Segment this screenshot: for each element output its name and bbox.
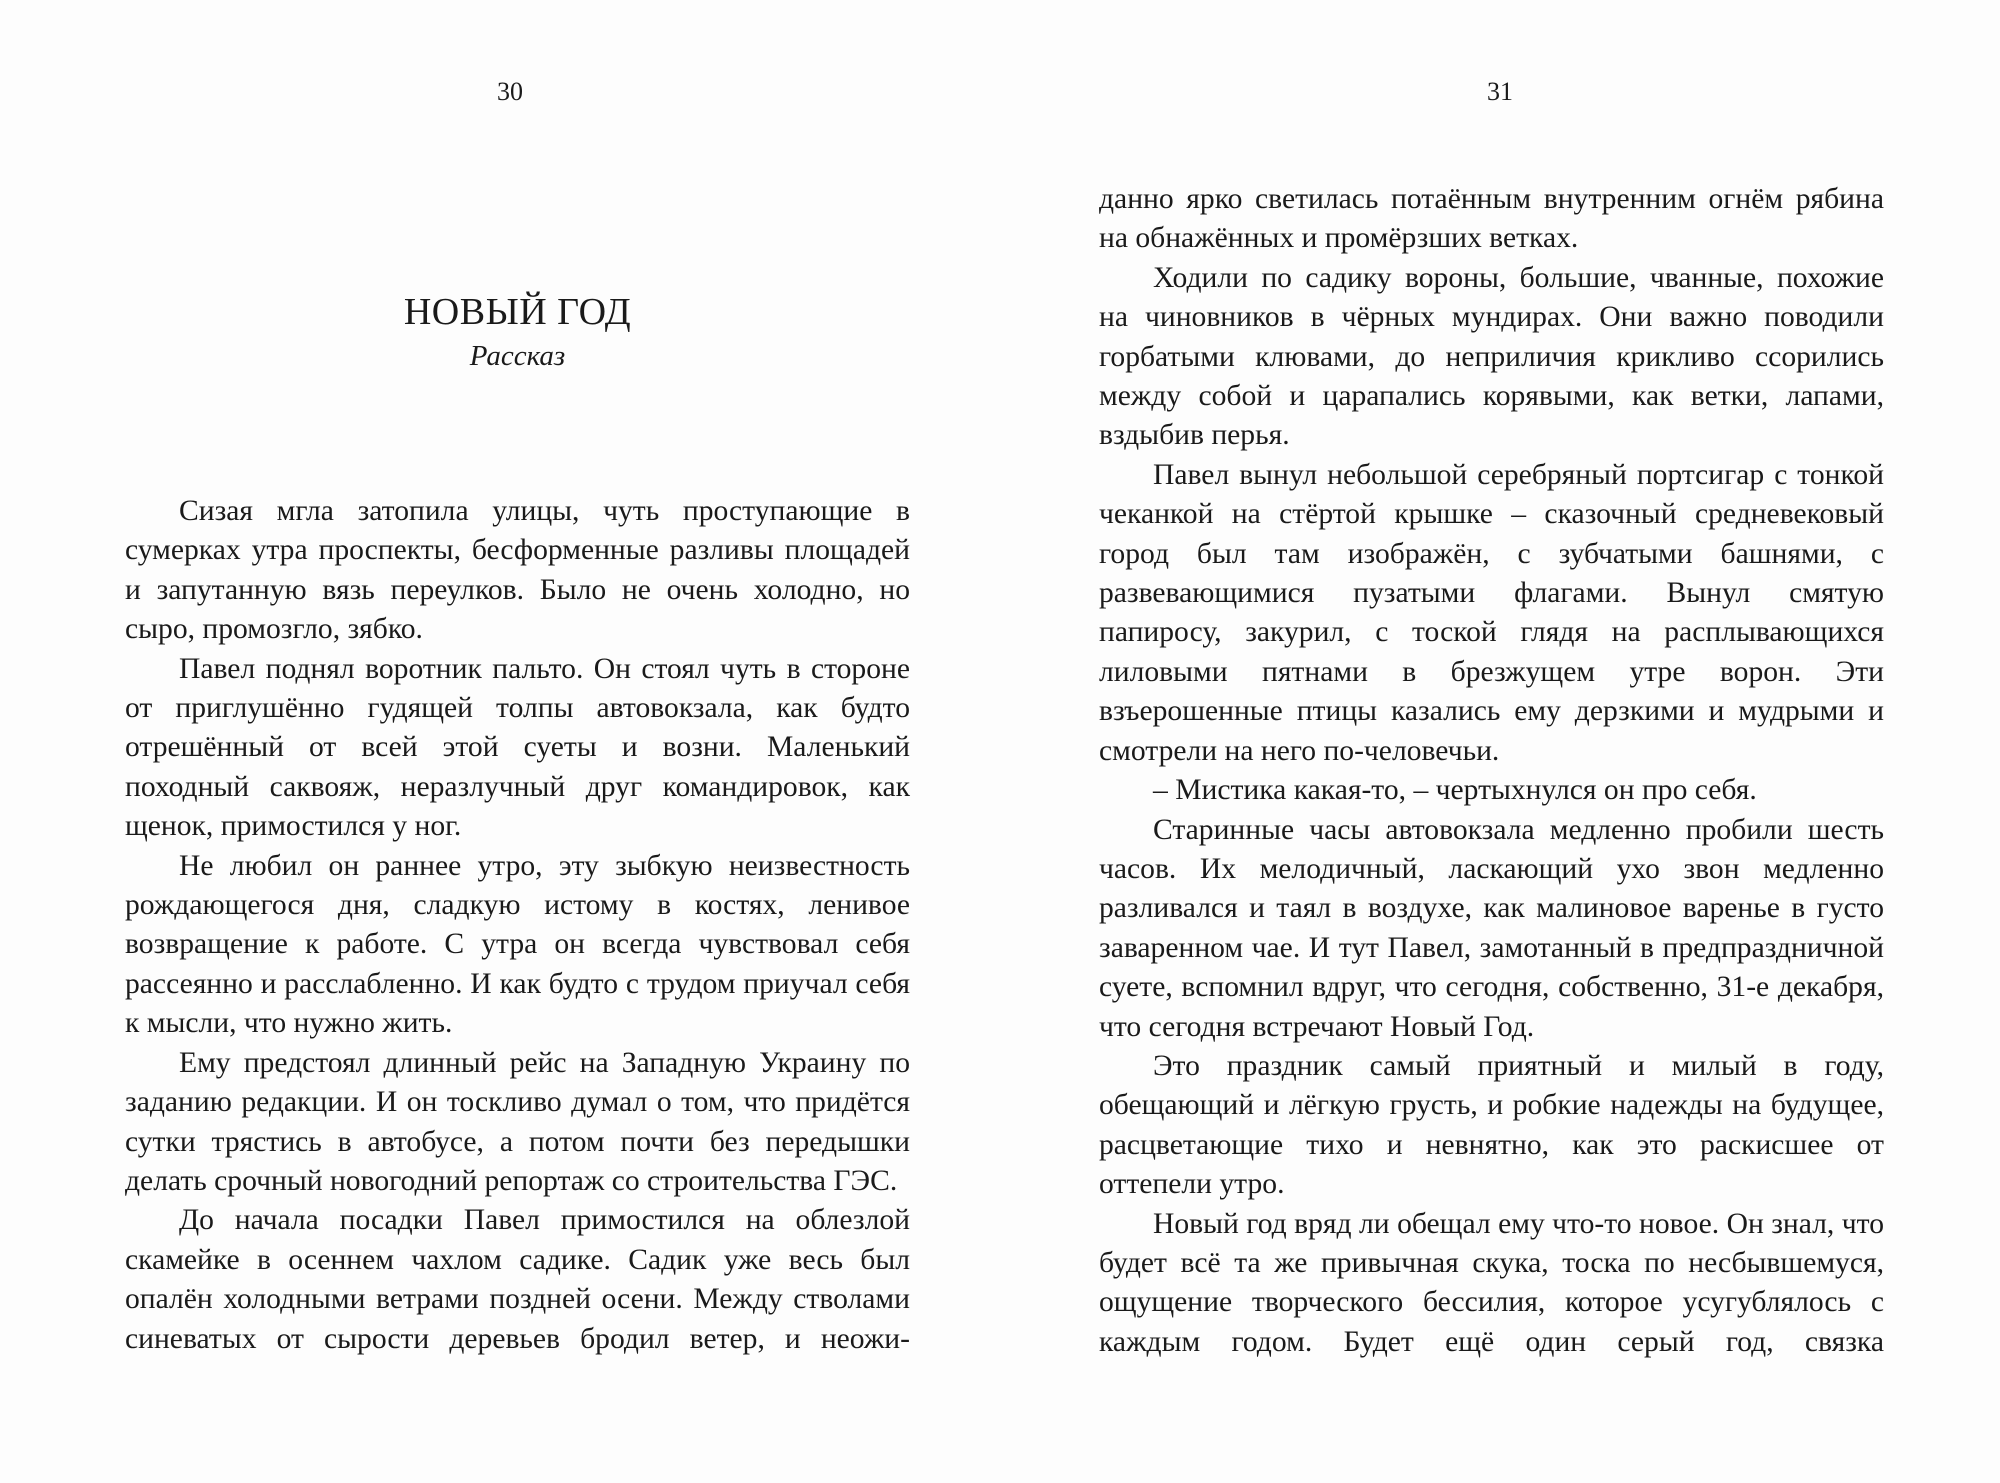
story-heading <box>125 288 910 376</box>
right-page <box>1000 0 2000 1483</box>
story-title: НОВЫЙ ГОД <box>403 291 632 333</box>
paragraph: Ходили по садику вороны, большие, чванные, похожие на чиновников в чёрных мундирах. Они важно поводили горбатыми клювами, до неприличия крикливо ссорились между собой и царапались корявыми, как ветки, лапами, вздыбив перья. <box>1099 261 1884 452</box>
paragraph: Павел вынул небольшой серебряный портсигар с тонкой чеканкой на стёртой крышке – сказочный средневековый город был там изображён, с зубчатыми башнями, с развевающимися пузатыми флагами. Вынул смятую папиросу, закурил, с тоской глядя на расплывающихся лиловыми пятнами в брезжущем утре ворон. Эти взъерошенные птицы казались ему дерзкими и мудрыми и смотрели на него по-человечьи. <box>1099 458 1884 767</box>
page-number-left: 30 <box>497 77 523 106</box>
paragraph: данно ярко светилась потаённым внутренним огнём рябина на обнажённых и промёрзших ветках. <box>1099 183 1884 255</box>
left-page-text <box>125 492 910 1359</box>
paragraph: Не любил он раннее утро, эту зыбкую неизвестность рождающегося дня, сладкую истому в костях, ленивое возвращение к работе. С утра он всегда чувствовал себя рассеянно и расслабленно. И как будто с трудом приучал себя к мысли, что нужно жить. <box>125 849 910 1040</box>
story-subtitle: Рассказ <box>469 340 566 372</box>
paragraph: Старинные часы автовокзала медленно пробили шесть часов. Их мелодичный, ласкающий ухо звон медленно разливался и таял в воздухе, как малиновое варенье в густо заваренном чае. И тут Павел, замотанный в предпраздничной суете, вспомнил вдруг, что сегодня, собственно, 31-е декабря, что сегодня встречают Новый Год. <box>1099 813 1884 1043</box>
paragraph: До начала посадки Павел примостился на облезлой скамейке в осеннем чахлом садике. Садик уже весь был опалён холодными ветрами поздней осени. Между стволами синеватых от сырости деревьев бродил ветер, и неожи- <box>125 1204 910 1355</box>
paragraph: Павел поднял воротник пальто. Он стоял чуть в стороне от приглушённо гудящей толпы автовокзала, как будто отрешённый от всей этой суеты и возни. Маленький походный саквояж, неразлучный друг командировок, как щенок, примостился у ног. <box>125 652 910 843</box>
paragraph: – Мистика какая-то, – чертыхнулся он про себя. <box>1153 774 1757 807</box>
paragraph: Сизая мгла затопила улицы, чуть проступающие в сумерках утра проспекты, бесформенные разливы площадей и запутанную вязь переулков. Было не очень холодно, но сыро, промозгло, зябко. <box>125 495 910 646</box>
paragraph: Новый год вряд ли обещал ему что-то новое. Он знал, что будет всё та же привычная скука, тоска по несбывшемуся, ощущение творческого бессилия, которое усугублялось с каждым годом. Будет ещё один серый год, связка <box>1099 1207 1884 1358</box>
page-number-right: 31 <box>1487 77 1513 106</box>
paragraph: Ему предстоял длинный рейс на Западную Украину по заданию редакции. И он тоскливо думал о том, что придётся сутки трястись в автобусе, а потом почти без передышки делать срочный новогодний репортаж со строительства ГЭС. <box>125 1046 910 1197</box>
right-page-text <box>1099 180 1884 1362</box>
paragraph: Это праздник самый приятный и милый в году, обещающий и лёгкую грусть, и робкие надежды на будущее, расцветающие тихо и невнятно, как это раскисшее от оттепели утро. <box>1099 1049 1884 1201</box>
